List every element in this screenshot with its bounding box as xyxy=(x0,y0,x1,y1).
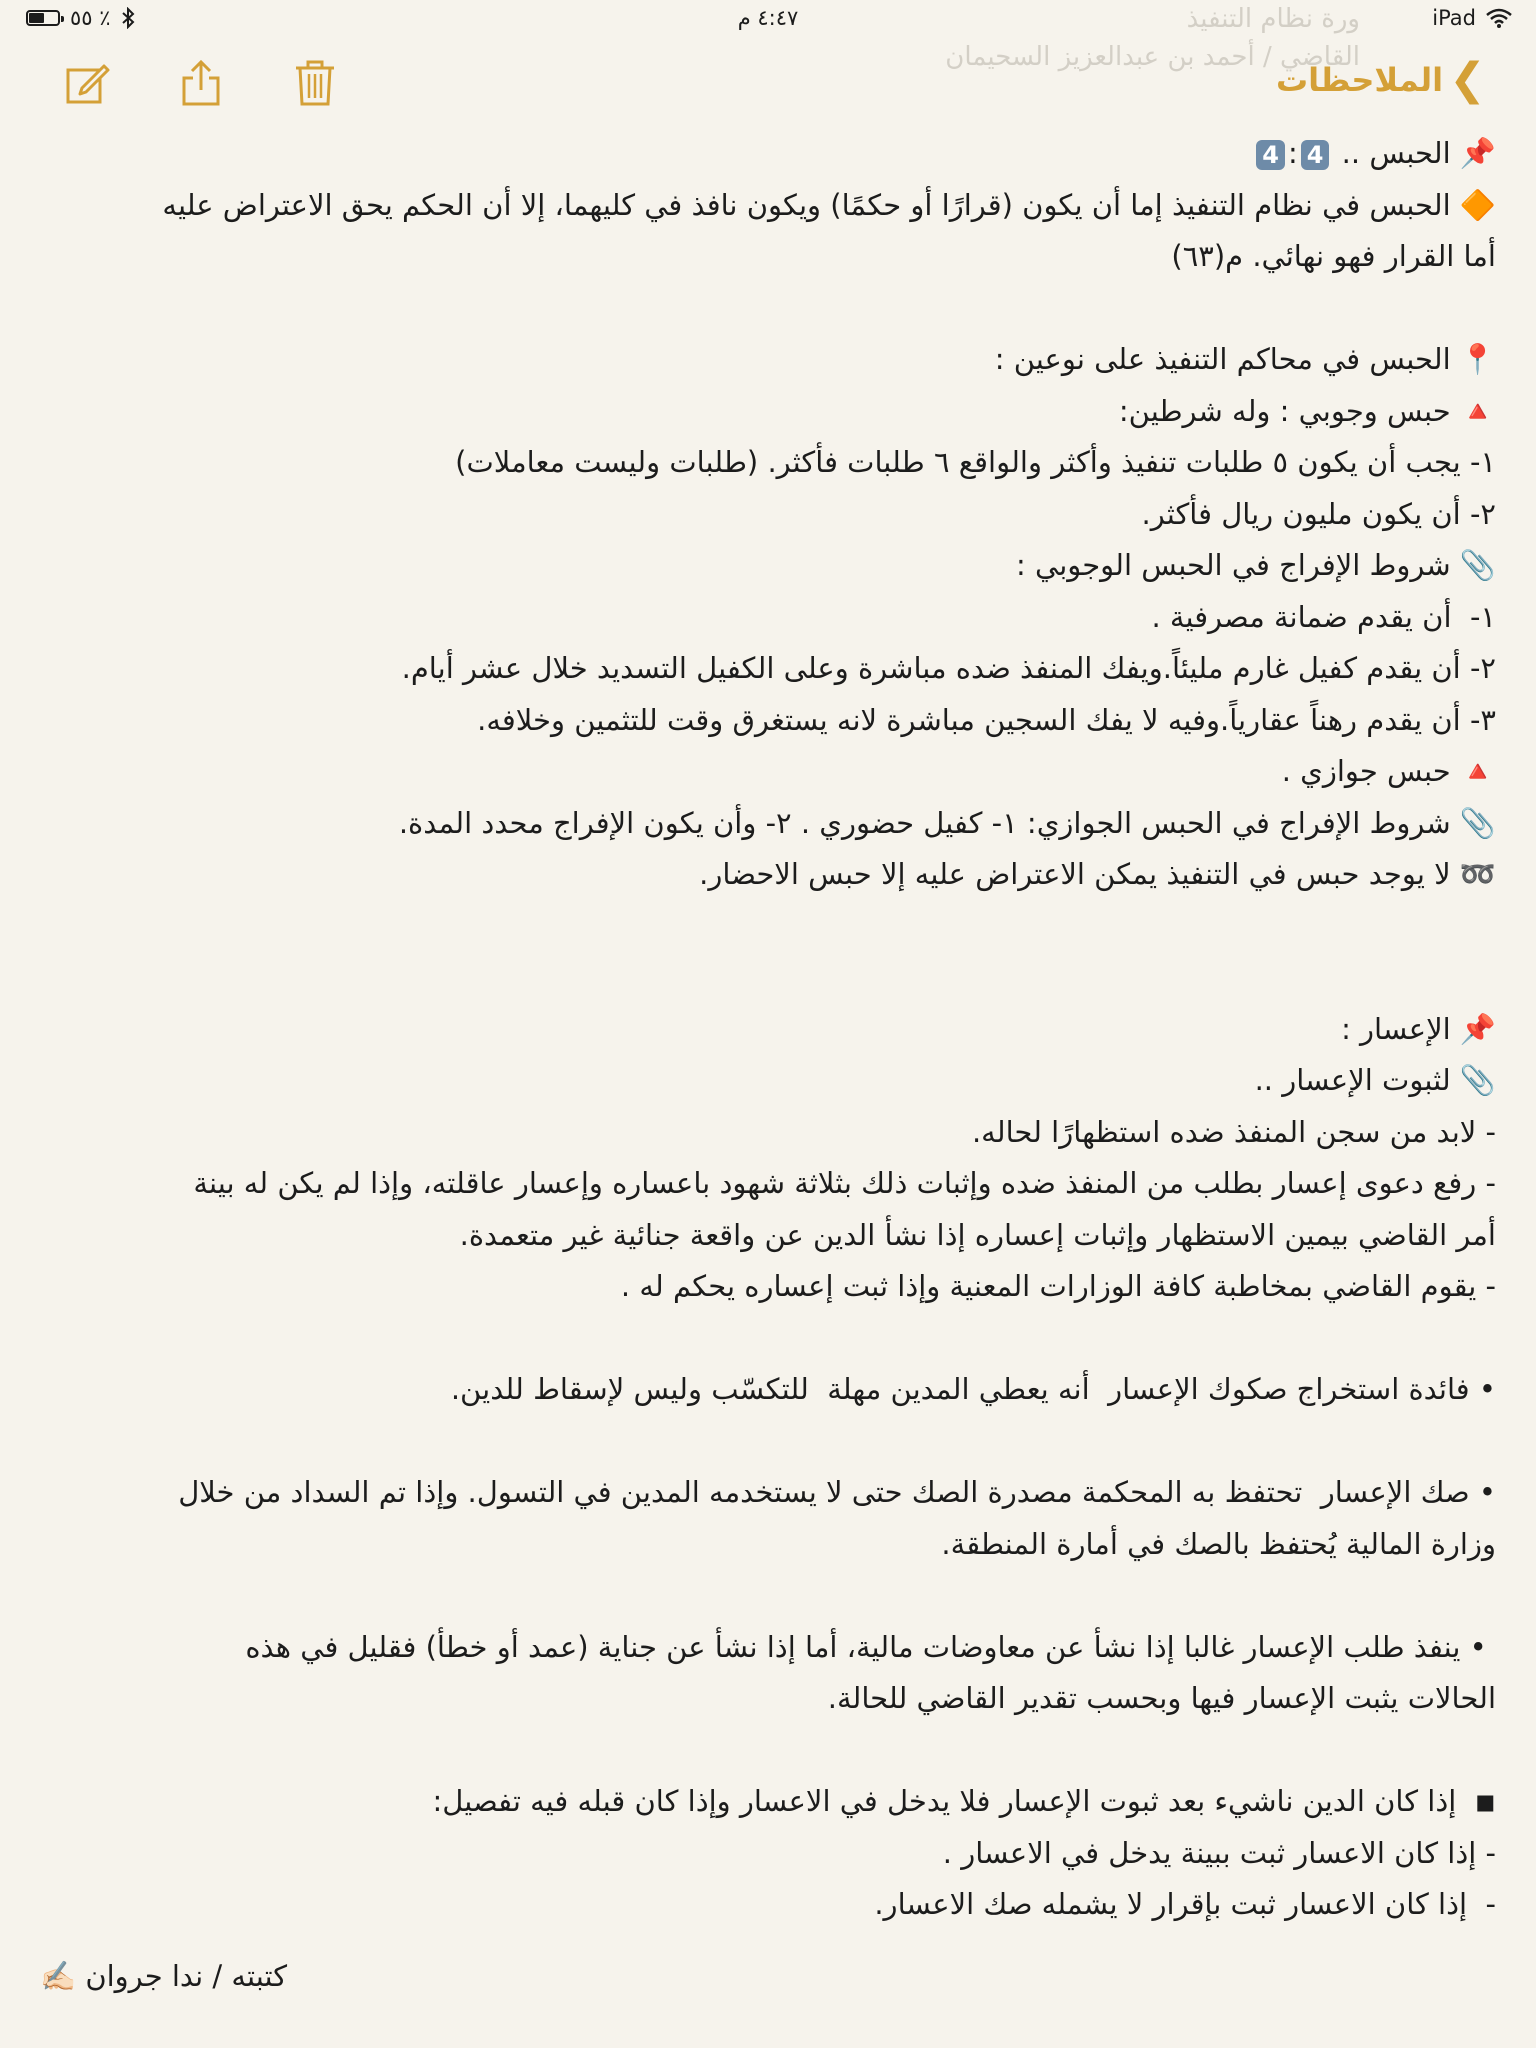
note-line-text: - إذا كان الاعسار ثبت ببينة يدخل في الاعسار . xyxy=(942,1835,1496,1870)
note-line xyxy=(44,1261,1496,1313)
note-line xyxy=(44,489,1496,541)
emoji-icon: 🔺 xyxy=(1450,754,1496,788)
status-bar xyxy=(0,0,1536,44)
note-line-text: ٢- أن يقدم كفيل غارم مليئاً.ويفك المنفذ ضده مباشرة وعلى الكفيل التسديد خلال عشر أيام. xyxy=(401,651,1496,685)
battery-percent: ٥٥ ٪ xyxy=(70,6,111,30)
note-line-text: - إذا كان الاعسار ثبت بإقرار لا يشمله صك الاعسار. xyxy=(874,1887,1496,1921)
blank-line xyxy=(44,952,1496,1004)
note-line-text: الحالات يثبت الإعسار فيها وبحسب تقدير القاضي للحالة. xyxy=(827,1681,1496,1715)
badge-separator: : xyxy=(1287,136,1298,170)
ghost-line-1: ورة نظام التنفيذ xyxy=(1186,4,1360,34)
note-line-text: حبس وجوبي : وله شرطين: xyxy=(1118,393,1451,428)
status-bar-right xyxy=(1432,6,1512,30)
note-line xyxy=(44,798,1496,850)
note-line xyxy=(44,1158,1496,1210)
signature-text: كتبته / ندا جروان xyxy=(85,1959,287,1993)
note-line xyxy=(44,1004,1496,1056)
note-line-text: الحبس في محاكم التنفيذ على نوعين : xyxy=(994,342,1451,376)
signature xyxy=(40,1950,287,2002)
note-line-text: لثبوت الإعسار .. xyxy=(1254,1063,1451,1097)
nav-bar xyxy=(0,54,1536,114)
blank-line xyxy=(44,1570,1496,1622)
note-line xyxy=(44,1055,1496,1107)
note-line-text: ٢- أن يكون مليون ريال فأكثر. xyxy=(1141,496,1496,531)
note-line-text: ١- أن يقدم ضمانة مصرفية . xyxy=(1151,599,1496,634)
emoji-icon: 📌 xyxy=(1450,136,1496,170)
note-line-text: - يقوم القاضي بمخاطبة كافة الوزارات المعنية وإذا ثبت إعساره يحكم له . xyxy=(620,1269,1496,1303)
wifi-icon xyxy=(1486,8,1512,28)
note-line-text: • فائدة استخراج صكوك الإعسار أنه يعطي المدين مهلة للتكسّب وليس لإسقاط للدين. xyxy=(450,1372,1496,1406)
note-line xyxy=(44,180,1496,232)
blank-line xyxy=(44,283,1496,335)
note-line-text: إذا كان الدين ناشيء بعد ثبوت الإعسار فلا يدخل في الاعسار وإذا كان قبله فيه تفصيل: xyxy=(432,1784,1466,1818)
note-line xyxy=(44,1364,1496,1416)
emoji-icon: ◾ xyxy=(1465,1784,1496,1818)
note-line xyxy=(44,849,1496,901)
emoji-icon: 🔶 xyxy=(1450,187,1496,222)
note-line xyxy=(44,386,1496,438)
note-line xyxy=(44,1622,1496,1674)
back-button[interactable] xyxy=(1275,54,1486,105)
note-line-text: - رفع دعوى إعسار بطلب من المنفذ ضده وإثبات ذلك بثلاثة شهود باعساره وإعسار عاقلته، وإذا لم يكن له بينة xyxy=(193,1166,1496,1200)
note-line xyxy=(44,1776,1496,1828)
ghost-line-2: القاضي / أحمد بن عبدالعزيز السحيمان xyxy=(945,42,1360,72)
compose-icon[interactable] xyxy=(62,58,112,108)
note-line xyxy=(44,128,1496,180)
note-line xyxy=(44,437,1496,489)
note-line xyxy=(44,643,1496,695)
note-line-text: • صك الإعسار تحتفظ به المحكمة مصدرة الصك حتى لا يستخدمه المدين في التسول. وإذا تم السداد من خلال xyxy=(178,1475,1496,1509)
emoji-icon: 📎 xyxy=(1450,805,1496,840)
toolbar xyxy=(62,58,340,108)
note-line xyxy=(44,1467,1496,1519)
note-line xyxy=(44,592,1496,644)
note-line-text: شروط الإفراج في الحبس الوجوبي : xyxy=(1016,548,1451,582)
note-line xyxy=(44,334,1496,386)
chevron-back-icon: ❯ xyxy=(1449,54,1486,105)
note-line-text: ٣- أن يقدم رهناً عقارياً.وفيه لا يفك السجين مباشرة لانه يستغرق وقت للتثمين وخلافه. xyxy=(477,702,1496,737)
note-line-text: أمر القاضي بيمين الاستظهار وإثبات إعساره إذا نشأ الدين عن واقعة جنائية غير متعمدة. xyxy=(459,1217,1496,1252)
writing-hand-icon: ✍🏻 xyxy=(40,1959,77,1993)
emoji-icon: 📌 xyxy=(1450,1011,1496,1046)
note-line xyxy=(44,1828,1496,1880)
note-line xyxy=(44,540,1496,592)
note-line-text: حبس جوازي . xyxy=(1281,754,1451,788)
emoji-icon: 🔺 xyxy=(1450,393,1496,428)
number-badge: 4 xyxy=(1256,140,1285,170)
trash-icon[interactable] xyxy=(290,58,340,108)
share-icon[interactable] xyxy=(176,58,226,108)
back-button-label: الملاحظات xyxy=(1275,61,1444,99)
emoji-icon: 📎 xyxy=(1450,548,1496,582)
emoji-icon: ➿ xyxy=(1450,857,1496,891)
status-time: ٤:٤٧ م xyxy=(737,6,799,30)
note-line-text: شروط الإفراج في الحبس الجوازي: ١- كفيل حضوري . ٢- وأن يكون الإفراج محدد المدة. xyxy=(398,805,1451,840)
note-line-text: أما القرار فهو نهائي. م(٦٣) xyxy=(1171,239,1496,273)
note-line-text: ١- يجب أن يكون ٥ طلبات تنفيذ وأكثر والواقع ٦ طلبات فأكثر. (طلبات وليست معاملات) xyxy=(455,445,1496,479)
note-line xyxy=(44,1107,1496,1159)
blank-line xyxy=(44,1725,1496,1777)
note-line xyxy=(44,695,1496,747)
blank-line xyxy=(44,901,1496,953)
device-name: iPad xyxy=(1432,6,1476,30)
blank-line xyxy=(44,1416,1496,1468)
note-line-text: الحبس .. xyxy=(1332,136,1451,170)
note-line-text: وزارة المالية يُحتفظ بالصك في أمارة المنطقة. xyxy=(941,1526,1496,1561)
emoji-icon: 📎 xyxy=(1450,1063,1496,1097)
note-line-text: الحبس في نظام التنفيذ إما أن يكون (قرارًا أو حكمًا) ويكون نافذ في كليهما، إلا أن الحكم يحق الاعتراض عليه xyxy=(162,187,1451,222)
note-line xyxy=(44,1519,1496,1571)
note-line xyxy=(44,1210,1496,1262)
note-line xyxy=(44,1879,1496,1931)
note-line-text: • ينفذ طلب الإعسار غالبا إذا نشأ عن معاوضات مالية، أما إذا نشأ عن جناية (عمد أو خطأ) فقليل في هذه xyxy=(245,1629,1496,1664)
note-line xyxy=(44,1673,1496,1725)
note-line-text: لا يوجد حبس في التنفيذ يمكن الاعتراض عليه إلا حبس الاحضار. xyxy=(699,857,1451,891)
note-line xyxy=(44,746,1496,798)
note-line xyxy=(44,231,1496,283)
note-line-text: - لابد من سجن المنفذ ضده استظهارًا لحاله. xyxy=(971,1114,1496,1149)
emoji-icon: 📍 xyxy=(1450,342,1496,376)
blank-line xyxy=(44,1313,1496,1365)
note-line-text: الإعسار : xyxy=(1341,1011,1451,1046)
number-badge: 4 xyxy=(1301,140,1330,170)
note-body[interactable] xyxy=(44,128,1496,1931)
